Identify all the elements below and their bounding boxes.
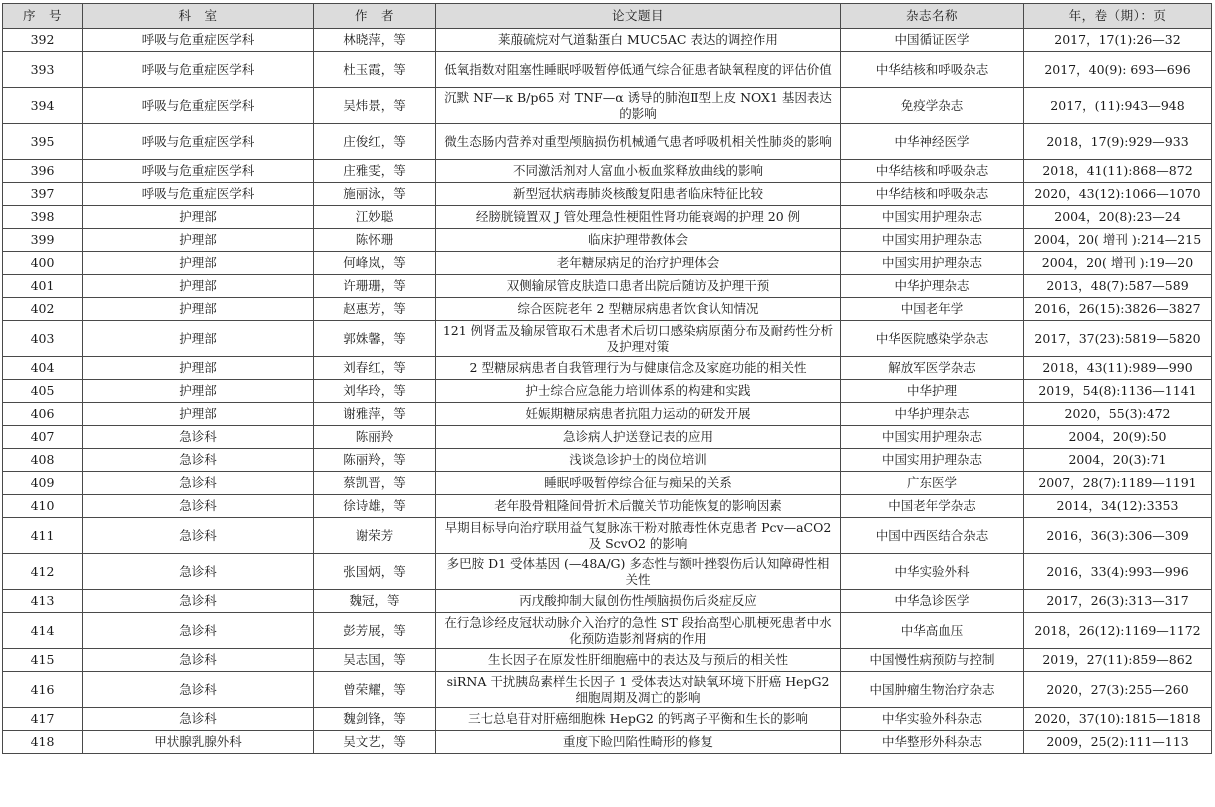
cell-department: 急诊科: [83, 649, 314, 672]
cell-citation: 2017，37(23):5819—5820: [1024, 321, 1212, 357]
cell-serial-number: 414: [3, 613, 83, 649]
cell-journal-name: 广东医学: [841, 472, 1024, 495]
cell-journal-name: 中华结核和呼吸杂志: [841, 52, 1024, 88]
cell-department: 呼吸与危重症医学科: [83, 124, 314, 160]
table-row: [3, 518, 1212, 554]
cell-author: 魏剑锋，等: [314, 708, 436, 731]
cell-journal-name: 中国老年学杂志: [841, 495, 1024, 518]
table-row: [3, 321, 1212, 357]
cell-citation: 2004，20(9):50: [1024, 426, 1212, 449]
cell-paper-title: 沉默 NF—κ B/p65 对 TNF—α 诱导的肺泡Ⅱ型上皮 NOX1 基因表达的影响: [436, 88, 841, 124]
cell-author: 魏冠，等: [314, 590, 436, 613]
cell-serial-number: 417: [3, 708, 83, 731]
cell-author: 陈丽羚，等: [314, 449, 436, 472]
cell-serial-number: 411: [3, 518, 83, 554]
cell-author: 施丽泳，等: [314, 183, 436, 206]
table-row: [3, 160, 1212, 183]
cell-paper-title: 莱菔硫烷对气道黏蛋白 MUC5AC 表达的调控作用: [436, 29, 841, 52]
cell-journal-name: 中国实用护理杂志: [841, 229, 1024, 252]
cell-journal-name: 中华整形外科杂志: [841, 731, 1024, 754]
cell-paper-title: 121 例肾盂及输尿管取石术患者术后切口感染病原菌分布及耐药性分析及护理对策: [436, 321, 841, 357]
table-row: [3, 252, 1212, 275]
table-row: [3, 29, 1212, 52]
cell-serial-number: 399: [3, 229, 83, 252]
cell-department: 护理部: [83, 403, 314, 426]
cell-author: 吴炜景，等: [314, 88, 436, 124]
cell-serial-number: 410: [3, 495, 83, 518]
cell-journal-name: 中华急诊医学: [841, 590, 1024, 613]
cell-paper-title: siRNA 干扰胰岛素样生长因子 1 受体表达对缺氧环境下肝癌 HepG2 细胞周期及凋亡的影响: [436, 672, 841, 708]
cell-serial-number: 406: [3, 403, 83, 426]
cell-serial-number: 397: [3, 183, 83, 206]
cell-department: 急诊科: [83, 495, 314, 518]
cell-journal-name: 中华神经医学: [841, 124, 1024, 160]
cell-citation: 2020，37(10):1815—1818: [1024, 708, 1212, 731]
cell-citation: 2016，33(4):993—996: [1024, 554, 1212, 590]
cell-journal-name: 中华护理杂志: [841, 275, 1024, 298]
cell-department: 呼吸与危重症医学科: [83, 29, 314, 52]
cell-paper-title: 浅谈急诊护士的岗位培训: [436, 449, 841, 472]
header-row: [3, 4, 1212, 29]
cell-citation: 2016，26(15):3826—3827: [1024, 298, 1212, 321]
cell-citation: 2020，55(3):472: [1024, 403, 1212, 426]
cell-paper-title: 微生态肠内营养对重型颅脑损伤机械通气患者呼吸机相关性肺炎的影响: [436, 124, 841, 160]
cell-journal-name: 中国循证医学: [841, 29, 1024, 52]
cell-serial-number: 407: [3, 426, 83, 449]
cell-citation: 2018，26(12):1169—1172: [1024, 613, 1212, 649]
cell-department: 急诊科: [83, 449, 314, 472]
cell-author: 曾荣耀，等: [314, 672, 436, 708]
table-row: [3, 672, 1212, 708]
cell-author: 张国炳，等: [314, 554, 436, 590]
cell-paper-title: 临床护理带教体会: [436, 229, 841, 252]
cell-journal-name: 中国慢性病预防与控制: [841, 649, 1024, 672]
cell-journal-name: 中华结核和呼吸杂志: [841, 183, 1024, 206]
cell-department: 急诊科: [83, 672, 314, 708]
cell-citation: 2017，26(3):313—317: [1024, 590, 1212, 613]
cell-citation: 2004，20(3):71: [1024, 449, 1212, 472]
table-header: [3, 4, 1212, 29]
cell-serial-number: 413: [3, 590, 83, 613]
cell-paper-title: 妊娠期糖尿病患者抗阻力运动的研发开展: [436, 403, 841, 426]
table-body: [3, 29, 1212, 754]
cell-journal-name: 中国实用护理杂志: [841, 449, 1024, 472]
cell-department: 护理部: [83, 206, 314, 229]
cell-department: 护理部: [83, 275, 314, 298]
cell-serial-number: 396: [3, 160, 83, 183]
table-row: [3, 590, 1212, 613]
cell-journal-name: 中国实用护理杂志: [841, 206, 1024, 229]
cell-department: 呼吸与危重症医学科: [83, 160, 314, 183]
cell-author: 江妙聪: [314, 206, 436, 229]
cell-citation: 2020，27(3):255—260: [1024, 672, 1212, 708]
table-row: [3, 495, 1212, 518]
cell-author: 郭姝馨，等: [314, 321, 436, 357]
table-row: [3, 649, 1212, 672]
cell-paper-title: 多巴胺 D1 受体基因 (—48A/G) 多态性与额叶挫裂伤后认知障碍性相关性: [436, 554, 841, 590]
table-row: [3, 357, 1212, 380]
cell-paper-title: 经膀胱镜置双 J 管处理急性梗阻性肾功能衰竭的护理 20 例: [436, 206, 841, 229]
cell-serial-number: 409: [3, 472, 83, 495]
cell-serial-number: 394: [3, 88, 83, 124]
cell-author: 林晓萍，等: [314, 29, 436, 52]
cell-author: 何峰岚，等: [314, 252, 436, 275]
cell-serial-number: 403: [3, 321, 83, 357]
cell-citation: 2019，27(11):859—862: [1024, 649, 1212, 672]
cell-paper-title: 在行急诊经皮冠状动脉介入治疗的急性 ST 段抬高型心肌梗死患者中水化预防造影剂肾病的作用: [436, 613, 841, 649]
cell-serial-number: 405: [3, 380, 83, 403]
cell-paper-title: 新型冠状病毒肺炎核酸复阳患者临床特征比较: [436, 183, 841, 206]
header-journal-name: 杂志名称: [841, 4, 1024, 29]
cell-department: 急诊科: [83, 613, 314, 649]
cell-journal-name: 中国实用护理杂志: [841, 426, 1024, 449]
cell-citation: 2017，40(9): 693—696: [1024, 52, 1212, 88]
cell-citation: 2017，17(1):26—32: [1024, 29, 1212, 52]
cell-author: 庄雅雯，等: [314, 160, 436, 183]
header-department: 科 室: [83, 4, 314, 29]
cell-serial-number: 393: [3, 52, 83, 88]
cell-citation: 2004，20( 增刊 ):214—215: [1024, 229, 1212, 252]
cell-author: 赵惠芳，等: [314, 298, 436, 321]
cell-serial-number: 392: [3, 29, 83, 52]
cell-department: 呼吸与危重症医学科: [83, 88, 314, 124]
cell-serial-number: 412: [3, 554, 83, 590]
cell-department: 急诊科: [83, 518, 314, 554]
table-row: [3, 88, 1212, 124]
cell-author: 许珊珊，等: [314, 275, 436, 298]
cell-author: 陈怀珊: [314, 229, 436, 252]
publication-table: [2, 3, 1212, 754]
cell-journal-name: 中华实验外科: [841, 554, 1024, 590]
cell-citation: 2013，48(7):587—589: [1024, 275, 1212, 298]
cell-department: 护理部: [83, 229, 314, 252]
header-paper-title: 论文题目: [436, 4, 841, 29]
cell-serial-number: 398: [3, 206, 83, 229]
cell-journal-name: 中华高血压: [841, 613, 1024, 649]
cell-paper-title: 睡眠呼吸暂停综合征与痴呆的关系: [436, 472, 841, 495]
cell-serial-number: 404: [3, 357, 83, 380]
cell-journal-name: 中国实用护理杂志: [841, 252, 1024, 275]
cell-journal-name: 中华实验外科杂志: [841, 708, 1024, 731]
cell-department: 护理部: [83, 357, 314, 380]
cell-department: 急诊科: [83, 708, 314, 731]
cell-journal-name: 免疫学杂志: [841, 88, 1024, 124]
cell-serial-number: 416: [3, 672, 83, 708]
table-row: [3, 275, 1212, 298]
cell-journal-name: 中国中西医结合杂志: [841, 518, 1024, 554]
cell-paper-title: 三七总皂苷对肝癌细胞株 HepG2 的钙离子平衡和生长的影响: [436, 708, 841, 731]
cell-serial-number: 400: [3, 252, 83, 275]
cell-journal-name: 中华结核和呼吸杂志: [841, 160, 1024, 183]
cell-author: 彭芳展，等: [314, 613, 436, 649]
cell-citation: 2009，25(2):111—113: [1024, 731, 1212, 754]
table-row: [3, 380, 1212, 403]
cell-paper-title: 丙戊酸抑制大鼠创伤性颅脑损伤后炎症反应: [436, 590, 841, 613]
cell-journal-name: 中国老年学: [841, 298, 1024, 321]
table-row: [3, 731, 1212, 754]
cell-author: 蔡凯晋，等: [314, 472, 436, 495]
cell-serial-number: 415: [3, 649, 83, 672]
cell-department: 甲状腺乳腺外科: [83, 731, 314, 754]
cell-serial-number: 418: [3, 731, 83, 754]
cell-paper-title: 早期目标导向治疗联用益气复脉冻干粉对脓毒性休克患者 Pcv—aCO2 及 ScvO2 的影响: [436, 518, 841, 554]
cell-paper-title: 老年糖尿病足的治疗护理体会: [436, 252, 841, 275]
table-row: [3, 472, 1212, 495]
cell-serial-number: 401: [3, 275, 83, 298]
table-row: [3, 52, 1212, 88]
table-row: [3, 298, 1212, 321]
header-author: 作 者: [314, 4, 436, 29]
cell-author: 吴文艺，等: [314, 731, 436, 754]
cell-paper-title: 双侧输尿管皮肤造口患者出院后随访及护理干预: [436, 275, 841, 298]
cell-paper-title: 护士综合应急能力培训体系的构建和实践: [436, 380, 841, 403]
cell-author: 谢荣芳: [314, 518, 436, 554]
cell-department: 呼吸与危重症医学科: [83, 52, 314, 88]
cell-department: 护理部: [83, 298, 314, 321]
cell-journal-name: 解放军医学杂志: [841, 357, 1024, 380]
cell-citation: 2007，28(7):1189—1191: [1024, 472, 1212, 495]
cell-journal-name: 中华护理杂志: [841, 403, 1024, 426]
table-row: [3, 708, 1212, 731]
table-row: [3, 403, 1212, 426]
cell-author: 刘春红，等: [314, 357, 436, 380]
cell-paper-title: 综合医院老年 2 型糖尿病患者饮食认知情况: [436, 298, 841, 321]
cell-citation: 2018，41(11):868—872: [1024, 160, 1212, 183]
table-row: [3, 206, 1212, 229]
cell-author: 徐诗雄，等: [314, 495, 436, 518]
cell-serial-number: 408: [3, 449, 83, 472]
cell-department: 护理部: [83, 321, 314, 357]
header-citation: 年，卷（期）：页: [1024, 4, 1212, 29]
cell-author: 吴志国，等: [314, 649, 436, 672]
cell-department: 护理部: [83, 380, 314, 403]
table-row: [3, 124, 1212, 160]
cell-citation: 2004，20( 增刊 ):19—20: [1024, 252, 1212, 275]
cell-paper-title: 急诊病人护送登记表的应用: [436, 426, 841, 449]
cell-author: 谢雅萍，等: [314, 403, 436, 426]
cell-citation: 2019，54(8):1136—1141: [1024, 380, 1212, 403]
table-row: [3, 426, 1212, 449]
cell-author: 陈丽羚: [314, 426, 436, 449]
cell-paper-title: 不同激活剂对人富血小板血浆释放曲线的影响: [436, 160, 841, 183]
cell-citation: 2014，34(12):3353: [1024, 495, 1212, 518]
cell-paper-title: 生长因子在原发性肝细胞癌中的表达及与预后的相关性: [436, 649, 841, 672]
cell-department: 护理部: [83, 252, 314, 275]
table-row: [3, 554, 1212, 590]
cell-author: 庄俊红，等: [314, 124, 436, 160]
cell-paper-title: 老年股骨粗隆间骨折术后髋关节功能恢复的影响因素: [436, 495, 841, 518]
cell-paper-title: 2 型糖尿病患者自我管理行为与健康信念及家庭功能的相关性: [436, 357, 841, 380]
cell-serial-number: 402: [3, 298, 83, 321]
cell-journal-name: 中国肿瘤生物治疗杂志: [841, 672, 1024, 708]
table-row: [3, 449, 1212, 472]
cell-department: 急诊科: [83, 554, 314, 590]
cell-author: 刘华玲，等: [314, 380, 436, 403]
cell-department: 呼吸与危重症医学科: [83, 183, 314, 206]
cell-department: 急诊科: [83, 426, 314, 449]
cell-citation: 2018，17(9):929—933: [1024, 124, 1212, 160]
cell-author: 杜玉霞，等: [314, 52, 436, 88]
cell-department: 急诊科: [83, 590, 314, 613]
cell-journal-name: 中华护理: [841, 380, 1024, 403]
cell-citation: 2004，20(8):23—24: [1024, 206, 1212, 229]
cell-citation: 2018，43(11):989—990: [1024, 357, 1212, 380]
cell-department: 急诊科: [83, 472, 314, 495]
cell-serial-number: 395: [3, 124, 83, 160]
header-serial-number: 序 号: [3, 4, 83, 29]
cell-citation: 2017，(11):943—948: [1024, 88, 1212, 124]
table-row: [3, 229, 1212, 252]
cell-citation: 2016，36(3):306—309: [1024, 518, 1212, 554]
cell-paper-title: 低氧指数对阻塞性睡眠呼吸暂停低通气综合征患者缺氧程度的评估价值: [436, 52, 841, 88]
cell-citation: 2020，43(12):1066—1070: [1024, 183, 1212, 206]
cell-journal-name: 中华医院感染学杂志: [841, 321, 1024, 357]
table-row: [3, 613, 1212, 649]
table-row: [3, 183, 1212, 206]
cell-paper-title: 重度下睑凹陷性畸形的修复: [436, 731, 841, 754]
